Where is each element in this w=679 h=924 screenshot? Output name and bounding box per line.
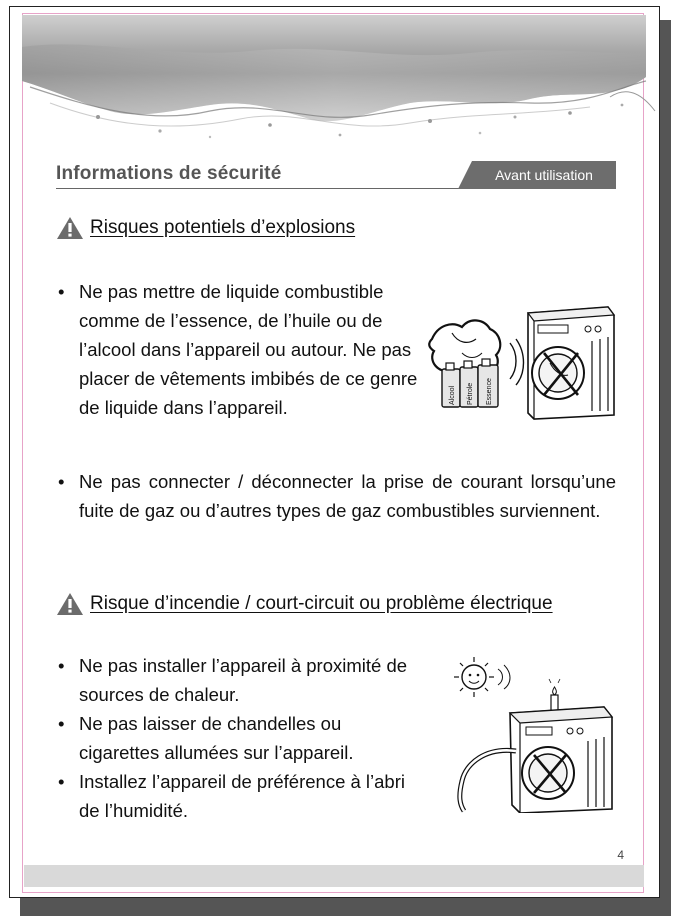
fire-risk-title: Risque d’incendie / court-circuit ou problème électrique <box>90 593 553 614</box>
bottle-label-petrole: Pétrole <box>467 382 474 405</box>
bullet-text: Ne pas connecter / déconnecter la prise de courant lorsqu’une fuite de gaz ou d’autres types de gaz combustibles surviennent. <box>79 471 616 521</box>
explosion-bullet-list-1 <box>54 277 424 422</box>
bottle-label-essence: Essence <box>486 378 493 405</box>
manual-page <box>9 6 660 898</box>
fire-risk-heading <box>56 591 553 617</box>
list-item <box>54 767 410 825</box>
section-header <box>56 157 616 187</box>
hose-icon <box>460 750 516 811</box>
footer-bar <box>24 865 644 887</box>
bottles-icon <box>442 359 498 407</box>
washing-machine-heat-illustration <box>436 651 620 813</box>
bullet-dot: • <box>58 713 65 734</box>
list-item <box>54 467 616 525</box>
candle-icon <box>549 679 560 711</box>
list-item <box>54 651 410 709</box>
bullet-text: Installez l’appareil de préférence à l’abri de l’humidité. <box>79 771 405 821</box>
bullet-text: Ne pas laisser de chandelles ou cigarettes allumées sur l’appareil. <box>79 713 354 763</box>
bullet-text: Ne pas installer l’appareil à proximité de sources de chaleur. <box>79 655 408 705</box>
sun-icon <box>454 657 510 697</box>
water-wave-banner <box>10 7 660 157</box>
bullet-dot: • <box>58 771 65 792</box>
bullet-dot: • <box>58 471 65 492</box>
bullet-dot: • <box>58 655 65 676</box>
page-title: Informations de sécurité <box>56 163 282 184</box>
page-number: 4 <box>617 848 624 862</box>
list-item <box>54 277 424 422</box>
bullet-text: Ne pas mettre de liquide combustible comme de l’essence, de l’huile ou de l’alcool dans l’appareil ou autour. Ne pas placer de vêtements imbibés de ce genre de liquide dans l’appareil. <box>79 281 418 418</box>
explosion-risk-title: Risques potentiels d’explosions <box>90 217 356 238</box>
list-item <box>54 709 410 767</box>
bullet-dot: • <box>58 281 65 302</box>
explosion-bullet-list-2 <box>54 467 616 525</box>
section-tab <box>458 161 616 189</box>
explosion-risk-heading <box>56 215 355 241</box>
warning-icon <box>56 216 84 240</box>
fire-bullet-list <box>54 651 410 825</box>
bottle-label-alcool: Alcool <box>449 385 456 405</box>
section-tab-label: Avant utilisation <box>495 167 593 183</box>
warning-icon <box>56 592 84 616</box>
washing-machine-flammables-illustration <box>422 303 622 421</box>
